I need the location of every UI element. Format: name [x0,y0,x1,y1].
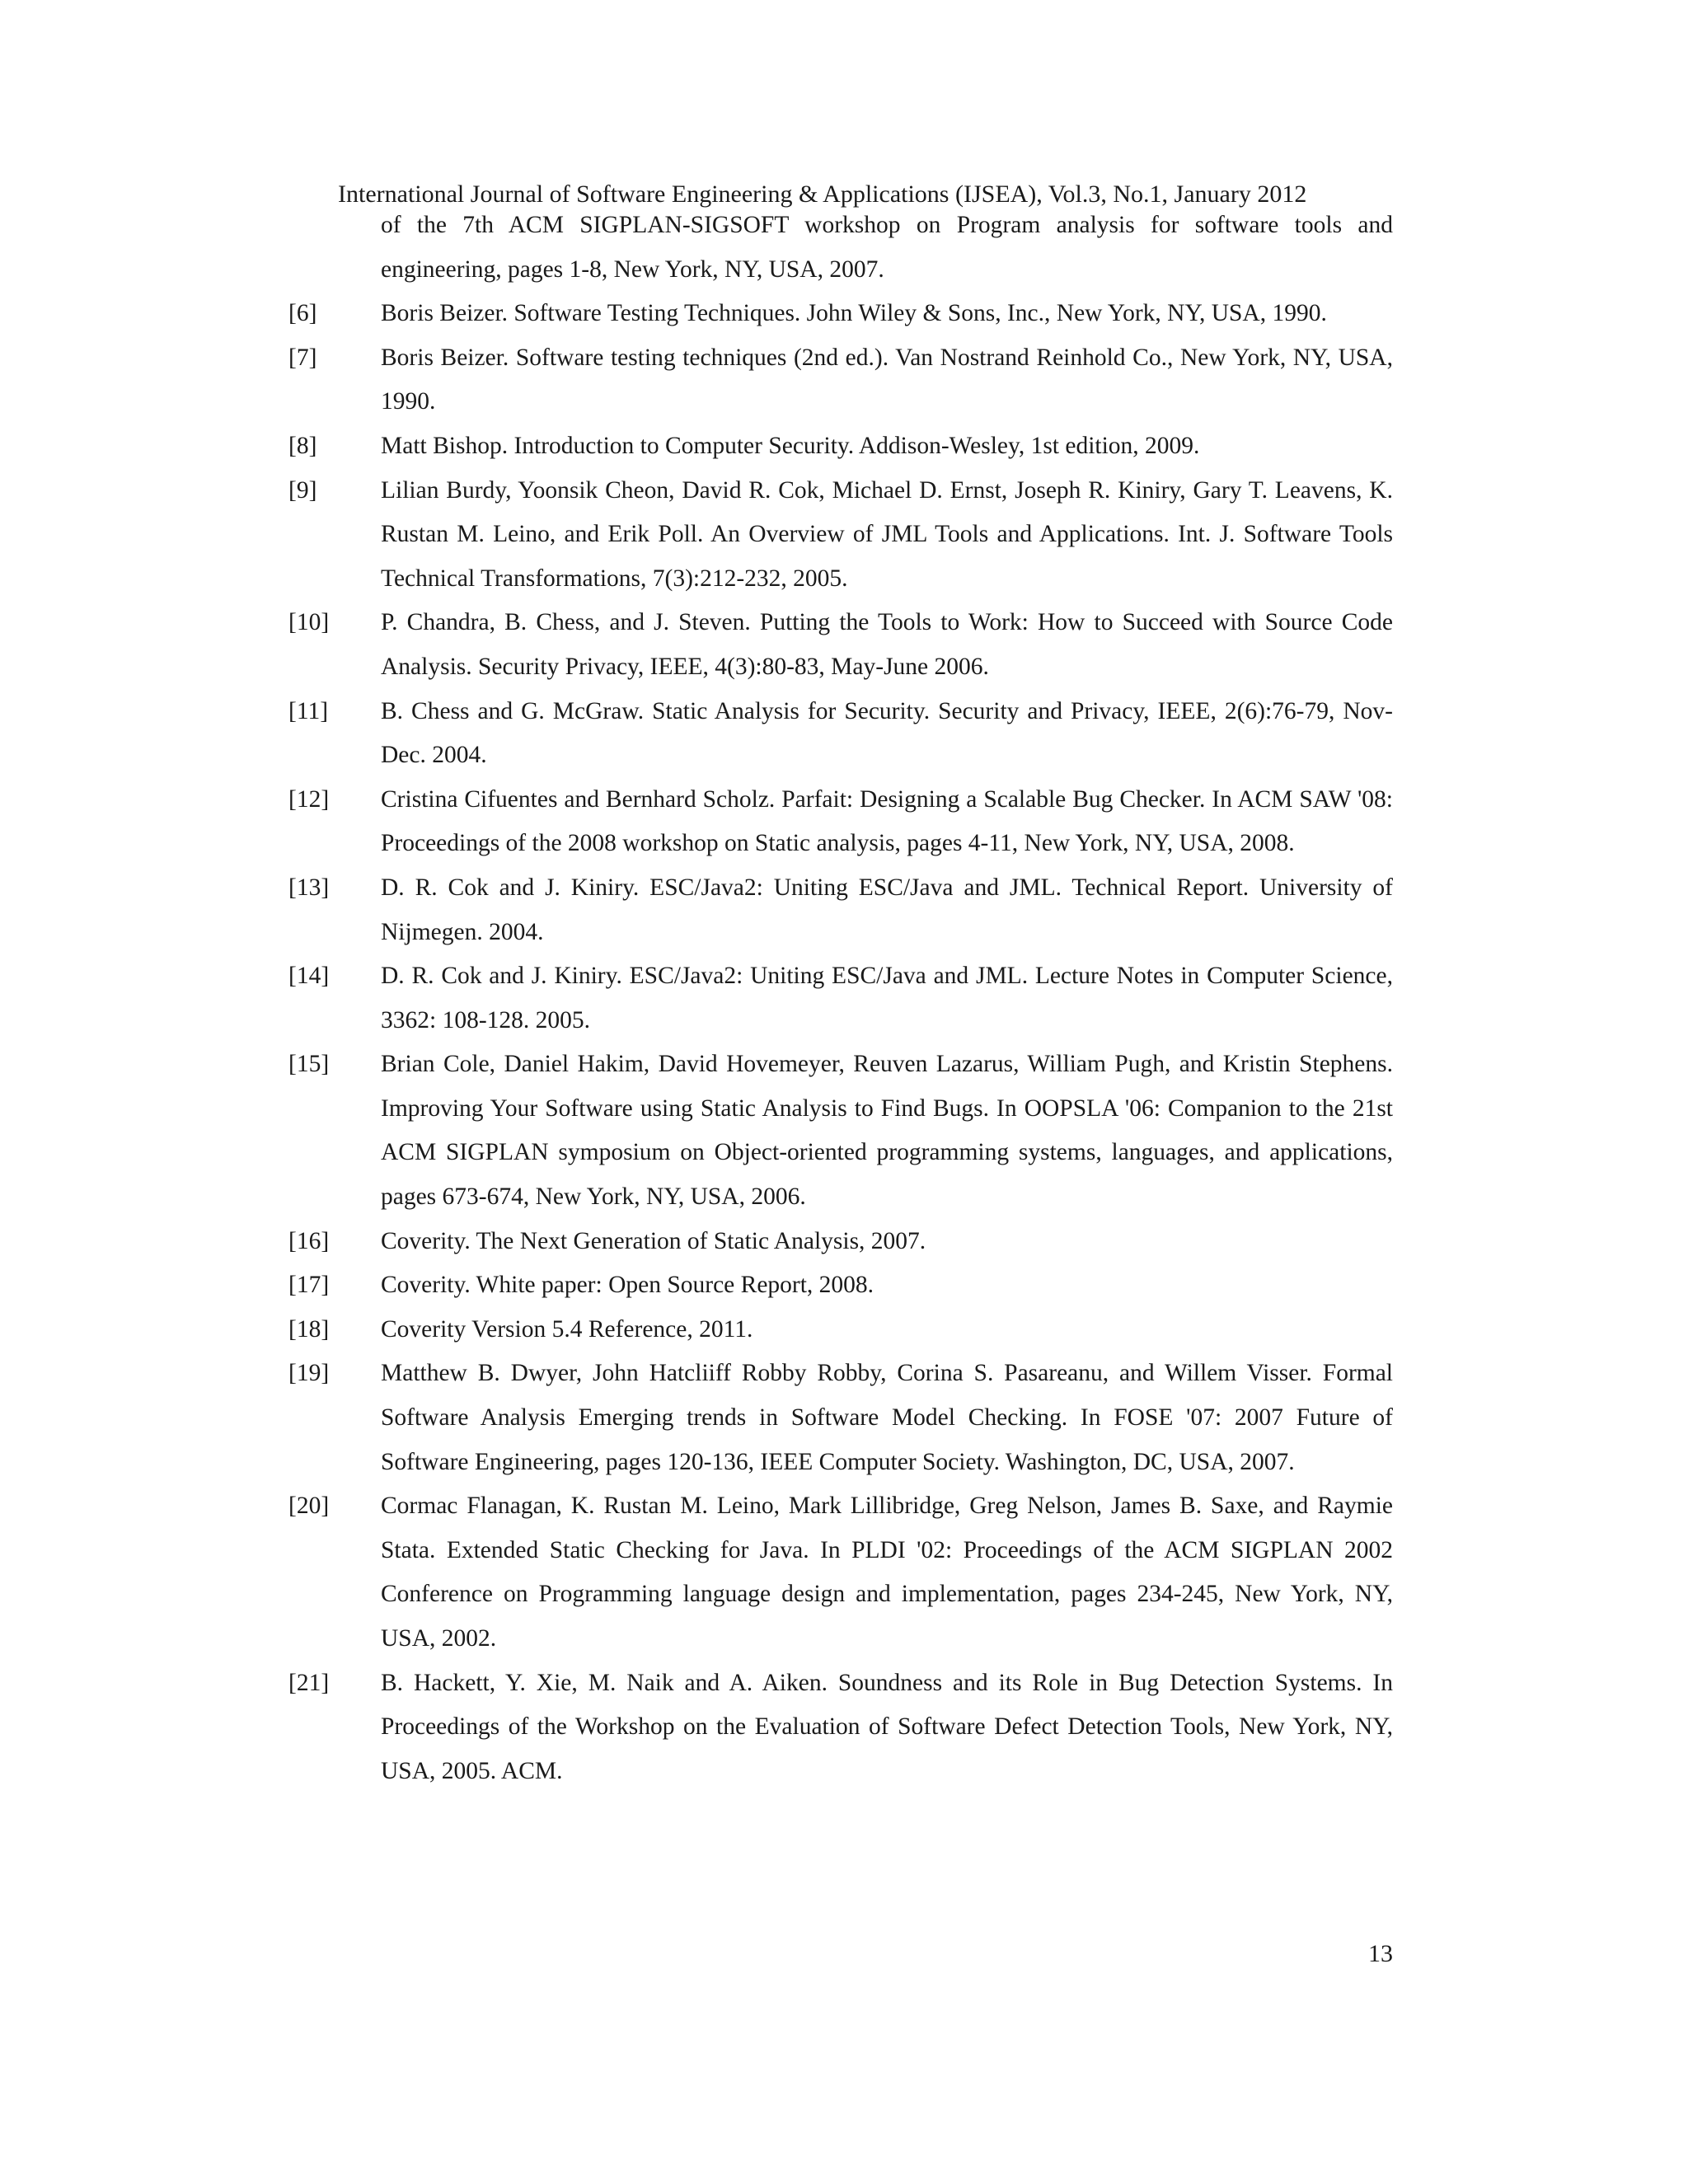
reference-text: Coverity. White paper: Open Source Report, 2008. [381,1272,874,1299]
reference-text: D. R. Cok and J. Kiniry. ESC/Java2: Uniting ESC/Java and JML. Lecture Notes in Computer Science, 3362: 108-128. 2005. [381,963,1393,1033]
reference-text: Cormac Flanagan, K. Rustan M. Leino, Mark Lillibridge, Greg Nelson, James B. Saxe, and Raymie Stata. Extended Static Checking for Java. In PLDI '02: Proceedings of the ACM SIGPLAN 2002 Conference on Programming language design and implementation, pages 234-245, New York, NY, USA, 2002. [381,1493,1393,1652]
reference-number: [18] [288,1315,330,1343]
reference-item [288,336,1393,424]
reference-number: [9] [288,476,317,504]
page-number: 13 [1368,1940,1393,1967]
reference-item [288,1263,1393,1308]
reference-item [288,204,1393,292]
reference-number: [13] [288,874,330,901]
reference-item [288,1220,1393,1264]
reference-text: Coverity. The Next Generation of Static Analysis, 2007. [381,1227,926,1254]
reference-number: [7] [288,344,317,371]
reference-number: [21] [288,1669,330,1696]
reference-text: Cristina Cifuentes and Bernhard Scholz. Parfait: Designing a Scalable Bug Checker. In ACM SAW '08: Proceedings of the 2008 workshop on Static analysis, pages 4-11, New York, NY, USA, 2008. [381,785,1393,857]
reference-item [288,1661,1393,1794]
reference-item [288,469,1393,602]
reference-number: [17] [288,1272,330,1299]
reference-text: Lilian Burdy, Yoonsik Cheon, David R. Cok, Michael D. Ernst, Joseph R. Kiniry, Gary T. Leavens, K. Rustan M. Leino, and Erik Poll. An Overview of JML Tools and Applications. Int. J. Software Tools Technical Transformations, 7(3):212-232, 2005. [381,476,1393,592]
reference-text: D. R. Cok and J. Kiniry. ESC/Java2: Uniting ESC/Java and JML. Technical Report. University of Nijmegen. 2004. [381,874,1393,945]
reference-item [288,292,1393,336]
reference-number: [6] [288,300,317,327]
reference-text: B. Chess and G. McGraw. Static Analysis for Security. Security and Privacy, IEEE, 2(6):76-79, Nov-Dec. 2004. [381,697,1393,769]
reference-number: [15] [288,1051,330,1078]
reference-item [288,690,1393,778]
reference-item [288,601,1393,689]
reference-number: [14] [288,963,330,990]
reference-list [288,204,1393,1793]
reference-number: [8] [288,432,317,459]
reference-item [288,866,1393,954]
reference-number: [10] [288,609,330,636]
reference-item [288,954,1393,1043]
reference-text: Brian Cole, Daniel Hakim, David Hovemeyer, Reuven Lazarus, William Pugh, and Kristin Stephens. Improving Your Software using Static Analysis to Find Bugs. In OOPSLA '06: Companion to the 21st ACM SIGPLAN symposium on Object-oriented programming systems, languages, and applications, pages 673-674, New York, NY, USA, 2006. [381,1051,1393,1211]
reference-number: [19] [288,1360,330,1387]
reference-text: Coverity Version 5.4 Reference, 2011. [381,1315,753,1343]
reference-number: [20] [288,1493,330,1520]
reference-item [288,1352,1393,1484]
reference-item [288,1484,1393,1661]
reference-number: [11] [288,697,329,724]
reference-text: Matt Bishop. Introduction to Computer Security. Addison-Wesley, 1st edition, 2009. [381,432,1200,459]
reference-text: Matthew B. Dwyer, John Hatcliiff Robby Robby, Corina S. Pasareanu, and Willem Visser. Formal Software Analysis Emerging trends in Software Model Checking. In FOSE '07: 2007 Future of Software Engineering, pages 120-136, IEEE Computer Society. Washington, DC, USA, 2007. [381,1360,1393,1475]
reference-text: Boris Beizer. Software Testing Techniques. John Wiley & Sons, Inc., New York, NY, USA, 1990. [381,300,1327,327]
reference-text: Boris Beizer. Software testing techniques (2nd ed.). Van Nostrand Reinhold Co., New York, NY, USA, 1990. [381,344,1393,415]
reference-number: [16] [288,1227,330,1254]
reference-text: P. Chandra, B. Chess, and J. Steven. Putting the Tools to Work: How to Succeed with Source Code Analysis. Security Privacy, IEEE, 4(3):80-83, May-June 2006. [381,609,1393,680]
reference-text: B. Hackett, Y. Xie, M. Naik and A. Aiken. Soundness and its Role in Bug Detection Systems. In Proceedings of the Workshop on the Evaluation of Software Defect Detection Tools, New York, NY, USA, 2005. ACM. [381,1669,1393,1784]
reference-number: [12] [288,785,330,813]
reference-item [288,1043,1393,1219]
running-header: International Journal of Software Engineering & Applications (IJSEA), Vol.3, No.1, January 2012 [338,180,1307,208]
reference-item [288,778,1393,866]
reference-item [288,1308,1393,1352]
reference-text: of the 7th ACM SIGPLAN-SIGSOFT workshop on Program analysis for software tools and engineering, pages 1-8, New York, NY, USA, 2007. [381,212,1393,283]
reference-item [288,424,1393,469]
